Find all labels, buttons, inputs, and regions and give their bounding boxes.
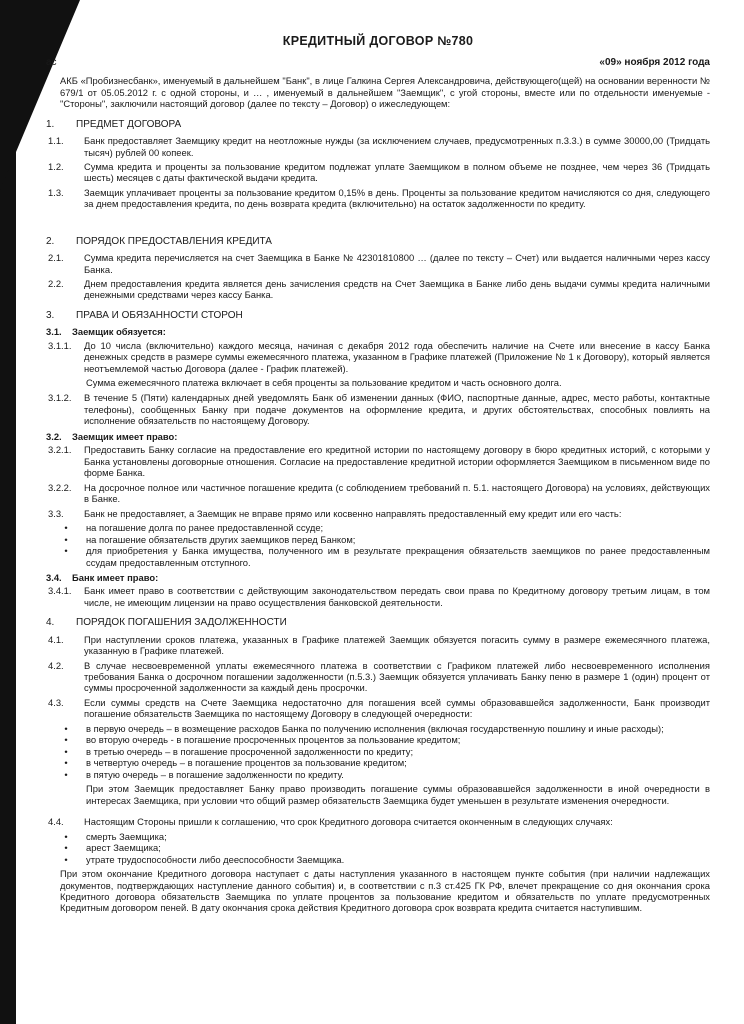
clause-text: В случае несвоевременной уплаты ежемесячного платежа в соответствии с Графиком платежей либо несвоевременного исполнения требования Банка о досрочном погашении задолженности (п.5.3.) Заемщик обязуется уплачивать Банку пеню в размере 1 (один) процент от суммы просроченной задолженности за каждый день просрочки. xyxy=(84,659,710,694)
bullet-icon: • xyxy=(64,545,68,557)
subsection-title: Заемщик имеет право: xyxy=(72,430,178,442)
section-title: ПОРЯДОК ПОГАШЕНИЯ ЗАДОЛЖЕННОСТИ xyxy=(76,617,287,629)
bullet-list xyxy=(46,522,710,568)
clause-note: Сумма ежемесячного платежа включает в себя проценты за пользование кредитом и часть основного долга. xyxy=(86,376,562,388)
clause xyxy=(46,135,710,158)
clause-number: 4.2. xyxy=(48,659,64,671)
bullet-icon: • xyxy=(64,722,68,734)
clause-number: 3.3. xyxy=(48,507,64,519)
clause xyxy=(46,634,710,657)
clause-number: 3.1.1. xyxy=(48,339,72,351)
subsection-title: Банк имеет право: xyxy=(72,572,159,583)
city: ас xyxy=(46,57,57,69)
clause xyxy=(46,161,710,184)
bullet-icon: • xyxy=(64,734,68,746)
clause-text: Днем предоставления кредита является день зачисления средств на Счет Заемщика в Банке либо день выдачи суммы кредита наличными денежными средствами через кассу Банка. xyxy=(84,277,710,301)
bullet-icon: • xyxy=(64,768,68,780)
clause xyxy=(46,252,710,275)
bullet-list xyxy=(46,831,710,865)
section-heading xyxy=(46,236,710,248)
list-item xyxy=(46,769,710,780)
list-item-text: арест Заемщика; xyxy=(86,842,161,854)
subsection-heading xyxy=(46,326,710,337)
list-item-text: в четвертую очередь – в погашение процентов за пользование кредитом; xyxy=(86,757,407,769)
subsection-heading xyxy=(46,572,710,583)
bullet-icon: • xyxy=(64,533,68,545)
clause-number: 1.2. xyxy=(48,160,64,172)
list-item xyxy=(46,522,710,533)
clause-number: 4.3. xyxy=(48,696,64,708)
clause xyxy=(46,816,710,827)
list-item xyxy=(46,757,710,768)
list-item xyxy=(46,534,710,545)
clause xyxy=(46,392,710,426)
subsection-number: 3.1. xyxy=(46,326,62,338)
section-heading xyxy=(46,119,710,131)
clause xyxy=(46,508,710,519)
list-item xyxy=(46,831,710,842)
section-number: 2. xyxy=(46,235,55,247)
section-number: 1. xyxy=(46,118,55,130)
clause xyxy=(46,444,710,478)
clause-text: Заемщик уплачивает проценты за пользование кредитом 0,15% в день. Проценты за пользование кредитом начисляются со дня, следующего за днем предоставления кредита, по день возврата кредита (включительно) на остаток задолженности по кредиту. xyxy=(84,186,710,210)
list-item-text: на погашение обязательств других заемщиков перед Банком; xyxy=(86,533,356,545)
clause-text: Настоящим Стороны пришли к соглашению, что срок Кредитного договора считается оконченным в следующих случаях: xyxy=(84,816,613,828)
clause xyxy=(46,278,710,301)
section-heading xyxy=(46,310,710,322)
clause-number: 2.2. xyxy=(48,277,64,289)
clause-number: 3.2.1. xyxy=(48,444,72,456)
bullet-icon: • xyxy=(64,842,68,854)
clause-note: При этом окончание Кредитного договора наступает с даты наступления указанного в настоящем пункте события (при наличии надлежащих документов, подтверждающих наступление данного события) и, в соответствии с п.3 ст.425 ГК РФ, влечет прекращение со дня окончания срока Кредитного договора обязательств Заемщика по уплате процентов за пользование кредитом и обязательств по уплате предусмотренных Кредитным договором пеней. В дату окончания срока действия Кредитного договора срок возврата кредита считается наступившим. xyxy=(60,868,710,914)
clause-text: В течение 5 (Пяти) календарных дней уведомлять Банк об изменении данных (ФИО, паспортные данные, адрес, место работы, контактные телефоны), сообщенных Банку при подаче документов на оформление кредита, и других обстоятельствах, способных повлиять на исполнение обязательств по настоящему Договору. xyxy=(84,392,710,427)
subsection-number: 3.4. xyxy=(46,572,62,583)
list-item xyxy=(46,734,710,745)
bullet-icon: • xyxy=(64,830,68,842)
list-item-text: в третью очередь – в погашение просроченной задолженности по кредиту; xyxy=(86,745,414,757)
list-item-text: в первую очередь – в возмещение расходов Банка по получению исполнения (включая государственную пошлину и иные расходы); xyxy=(86,722,664,734)
clause-text: На досрочное полное или частичное погашение кредита (с соблюдением требований п. 5.1. настоящего Договора) на условиях, действующих в Банке. xyxy=(84,481,710,505)
clause-text: Сумма кредита и проценты за пользование кредитом подлежат уплате Заемщиком в полном объеме не позднее, чем через 36 (Тридцать шесть) месяцев с даты фактической выдачи кредита. xyxy=(84,160,710,184)
subsection-title: Заемщик обязуется: xyxy=(72,326,166,338)
subsection-number: 3.2. xyxy=(46,430,62,442)
section-number: 4. xyxy=(46,617,55,629)
clause-number: 3.4.1. xyxy=(48,585,72,597)
clause xyxy=(46,697,710,720)
clause-number: 4.1. xyxy=(48,633,64,645)
clause xyxy=(46,660,710,694)
section-title: ПРАВА И ОБЯЗАННОСТИ СТОРОН xyxy=(76,309,243,321)
bullet-icon: • xyxy=(64,522,68,534)
list-item-text: для приобретения у Банка имущества, полученного им в результате прекращения обязательств заемщиков по ранее предоставленным ссудам предоставленным отступного. xyxy=(86,545,710,568)
bullet-icon: • xyxy=(64,853,68,865)
list-item xyxy=(46,746,710,757)
bullet-icon: • xyxy=(64,757,68,769)
city-date-line xyxy=(46,57,710,69)
clause-note: При этом Заемщик предоставляет Банку право производить погашение суммы образовавшейся задолженности в иной очередности в интересах Заемщика, при условии что общий размер обязательств Заемщика будет уменьшен в результате изменения очередности. xyxy=(86,783,710,806)
list-item-text: утрате трудоспособности либо дееспособности Заемщика. xyxy=(86,853,345,865)
clause xyxy=(46,585,710,608)
list-item xyxy=(46,723,710,734)
contract-body xyxy=(46,34,710,918)
clause-number: 1.1. xyxy=(48,135,64,147)
intro-paragraph: АКБ «Пробизнесбанк», именуемый в дальнейшем "Банк", в лице Галкина Сергея Александровича, действующего(щей) на основании веренности № 679/1 от 05.05.2012 г. с одной стороны, и … , именуемый в дальнейшем "Заемщик", с угой стороны, вместе или по отдельности именуемые - "Стороны", заключили настоящий договор (далее по тексту – Договор) о ижеследующем: xyxy=(60,75,710,110)
section-number: 3. xyxy=(46,309,55,321)
clause-text: Банк не предоставляет, а Заемщик не вправе прямо или косвенно направлять предоставленный ему кредит или его часть: xyxy=(84,507,622,519)
clause-text: При наступлении сроков платежа, указанных в Графике платежей Заемщик обязуется погасить сумму в размере ежемесячного платежа, указанную в Графике платежей. xyxy=(84,633,710,657)
clause-text: Если суммы средств на Счете Заемщика недостаточно для погашения всей суммы образовавшейся задолженности, Банк производит погашение обязательств Заемщика по настоящему Договору в следующей очередности: xyxy=(84,696,710,720)
clause-text: Предоставить Банку согласие на предоставление его кредитной истории по настоящему договору в бюро кредитных историй, с которыми у Банка установлены договорные отношения. Согласие на предоставление кредитной истории оформляется Заемщиком в письменном виде по форме Банка. xyxy=(84,444,710,479)
clause xyxy=(46,340,710,374)
subsection-heading xyxy=(46,431,710,442)
clause-text: До 10 числа (включительно) каждого месяца, начиная с декабря 2012 года обеспечить наличие на Счете или внесение в кассу Банка денежных средств в размере суммы ежемесячного платежа, указанном в Графике платежей (Приложение № 1 к Договору), который является неотъемлемой частью Договора (далее - График платежей). xyxy=(84,339,710,374)
contract-date: «09» ноября 2012 года xyxy=(599,57,710,69)
list-item-text: во вторую очередь - в погашение просроченных процентов за пользование кредитом; xyxy=(86,734,461,746)
bullet-icon: • xyxy=(64,745,68,757)
section-title: ПОРЯДОК ПРЕДОСТАВЛЕНИЯ КРЕДИТА xyxy=(76,235,272,247)
clause-number: 3.1.2. xyxy=(48,392,72,404)
list-item xyxy=(46,842,710,853)
clause xyxy=(46,187,710,210)
clause-number: 1.3. xyxy=(48,186,64,198)
clause-text: Банк имеет право в соответствии с действующим законодательством передать свои права по Кредитному договору третьим лицам, в том числе, не имеющим лицензии на право осуществления банковской деятельности. xyxy=(84,585,710,608)
bullet-list xyxy=(46,723,710,780)
clause-number: 2.1. xyxy=(48,252,64,264)
clause-text: Банк предоставляет Заемщику кредит на неотложные нужды (за исключением случаев, предусмотренных п.3.3.) в сумме 30000,00 (Тридцать тысяч) рублей 00 копеек. xyxy=(84,135,710,158)
list-item-text: на погашение долга по ранее предоставленной ссуде; xyxy=(86,522,324,534)
clause-number: 4.4. xyxy=(48,816,64,828)
list-item xyxy=(46,545,710,568)
list-item-text: смерть Заемщика; xyxy=(86,830,167,842)
document-title: КРЕДИТНЫЙ ДОГОВОР №780 xyxy=(282,34,474,48)
clause xyxy=(46,482,710,505)
list-item xyxy=(46,854,710,865)
section-title: ПРЕДМЕТ ДОГОВОРА xyxy=(76,118,182,130)
list-item-text: в пятую очередь – в погашение задолженности по кредиту. xyxy=(86,768,344,780)
clause-text: Сумма кредита перечисляется на счет Заемщика в Банке № 42301810800 … (далее по тексту – Счет) или выдается наличными через кассу Банка. xyxy=(84,252,710,275)
clause-number: 3.2.2. xyxy=(48,481,72,493)
section-heading xyxy=(46,617,710,629)
